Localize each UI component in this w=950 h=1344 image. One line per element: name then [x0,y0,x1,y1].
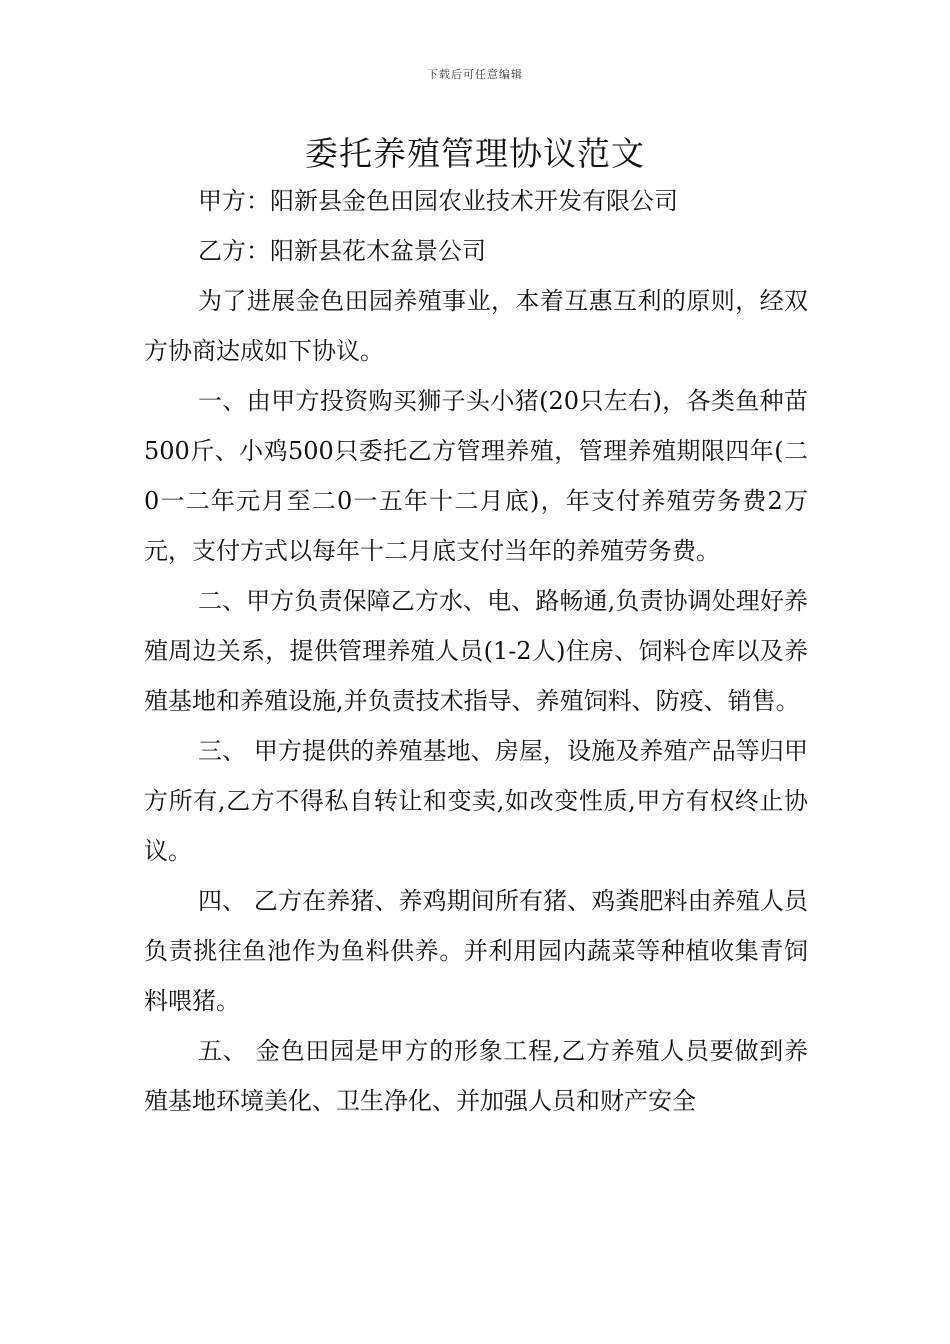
party-a-line: 甲方：阳新县金色田园农业技术开发有限公司 [198,187,678,215]
clause-4: 四、 乙方在养猪、养鸡期间所有猪、鸡粪肥料由养殖人员负责挑往鱼池作为鱼料供养。并利用园内蔬菜等种植收集青饲料喂猪。 [144,887,808,1015]
preamble-paragraph: 为了进展金色田园养殖事业，本着互惠互利的原则，经双方协商达成如下协议。 [144,287,808,365]
header-note: 下载后可任意编辑 [427,68,523,81]
document-title: 委托养殖管理协议范文 [305,134,645,173]
clause-1: 一、由甲方投资购买狮子头小猪(20只左右)，各类鱼种苗500斤、小鸡500只委托乙方管理养殖，管理养殖期限四年(二0一二年元月至二0一五年十二月底)，年支付养殖劳务费2万元，支付方式以每年十二月底支付当年的养殖劳务费。 [144,387,808,565]
clause-3: 三、 甲方提供的养殖基地、房屋，设施及养殖产品等归甲方所有,乙方不得私自转让和变卖,如改变性质,甲方有权终止协议。 [144,737,808,865]
document-body [144,176,808,1126]
clause-2: 二、甲方负责保障乙方水、电、路畅通,负责协调处理好养殖周边关系，提供管理养殖人员(1-2人)住房、饲料仓库以及养殖基地和养殖设施,并负责技术指导、养殖饲料、防疫、销售。 [144,587,808,715]
clause-5: 五、 金色田园是甲方的形象工程,乙方养殖人员要做到养殖基地环境美化、卫生净化、并加强人员和财产安全 [144,1037,808,1115]
party-b-line: 乙方：阳新县花木盆景公司 [198,237,486,265]
